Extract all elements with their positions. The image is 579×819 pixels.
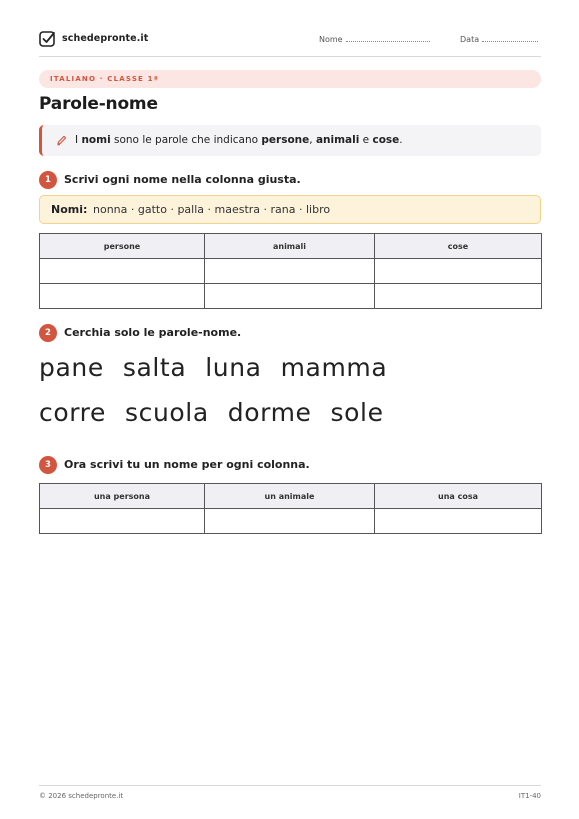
answer-cell[interactable] [375,284,542,309]
word-bank-words: nonna · gatto · palla · maestra · rana · libro [93,203,331,216]
circle-word[interactable]: dorme [227,398,312,427]
column-header: persone [40,234,205,259]
footer-code: IT1-40 [518,792,541,800]
answer-cell[interactable] [205,509,375,534]
exercise-number-badge: 1 [39,171,57,189]
answer-cell[interactable] [40,259,205,284]
exercise-instruction: Ora scrivi tu un nome per ogni colonna. [64,458,310,471]
date-label: Data [460,35,480,44]
word-row-2 [39,398,403,427]
word-row-1 [39,353,406,382]
table-header-row [40,234,542,259]
sorting-table [39,233,542,309]
answer-cell[interactable] [375,509,542,534]
name-field [319,35,430,44]
table-row [40,284,542,309]
column-header: cose [375,234,542,259]
page-title: Parole-nome [39,94,158,114]
subject-bar [39,70,541,88]
subject-label: ITALIANO · CLASSE 1ª [50,75,159,83]
answer-cell[interactable] [205,259,375,284]
footer-copyright: © 2026 schedepronte.it [39,792,124,800]
header [39,30,541,57]
column-header: animali [205,234,375,259]
answer-cell[interactable] [40,509,205,534]
pencil-icon [56,135,67,146]
date-line [482,35,538,42]
circle-word[interactable]: sole [330,398,384,427]
answer-cell[interactable] [375,259,542,284]
column-header: una persona [40,484,205,509]
circle-word[interactable]: pane [39,353,104,382]
name-label: Nome [319,35,343,44]
name-line [346,35,430,42]
circle-word[interactable]: scuola [125,398,209,427]
circle-word[interactable]: corre [39,398,106,427]
table-header-row [40,484,542,509]
answer-cell[interactable] [40,284,205,309]
exercise-instruction: Scrivi ogni nome nella colonna giusta. [64,173,301,186]
table-row [40,509,542,534]
column-header: una cosa [375,484,542,509]
exercise-number-badge: 3 [39,456,57,474]
column-header: un animale [205,484,375,509]
circle-word[interactable]: luna [205,353,262,382]
exercise-instruction: Cerchia solo le parole-nome. [64,326,242,339]
exercise-number-badge: 2 [39,324,57,342]
info-box [39,125,541,156]
word-bank [39,195,541,224]
circle-word[interactable]: mamma [280,353,388,382]
table-row [40,259,542,284]
write-your-own-table [39,483,542,534]
info-text: I nomi sono le parole che indicano persone, animali e cose. [75,134,403,146]
worksheet-page [39,0,541,819]
circle-word[interactable]: salta [122,353,187,382]
date-field [460,35,538,44]
site-name: schedepronte.it [62,33,149,44]
checkbox-logo-icon [39,30,56,48]
word-bank-label: Nomi: [51,203,88,216]
answer-cell[interactable] [205,284,375,309]
footer [39,785,541,800]
